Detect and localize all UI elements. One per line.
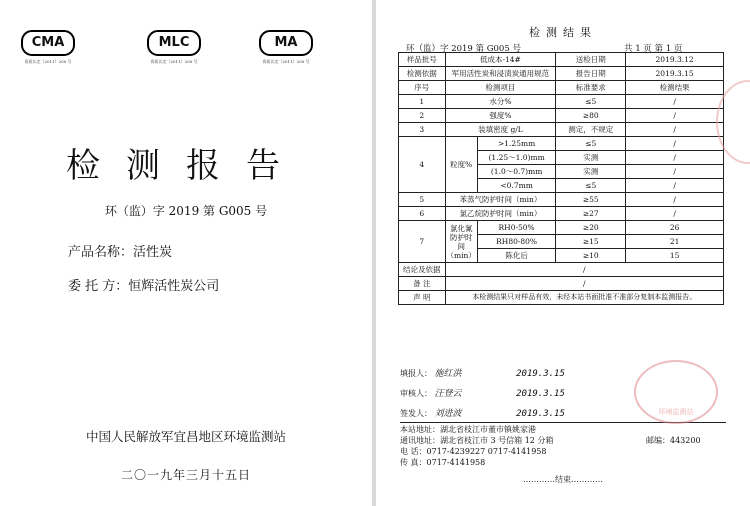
row-standard: ≥15 <box>556 235 626 249</box>
row-standard: ≥27 <box>556 207 626 221</box>
header-standard: 标准要求 <box>556 81 626 95</box>
footer-mail: 通讯地址：湖北省枝江市 3 号信箱 12 分箱 <box>400 436 554 445</box>
footer-fax: 传 真：0717-4141958 <box>400 458 486 467</box>
seal-text: 环境监测站 <box>658 408 694 416</box>
row-standard: 实测 <box>556 151 626 165</box>
row-no: 7 <box>399 221 446 263</box>
row-no: 4 <box>399 137 446 193</box>
ma-certification-mark <box>258 30 314 65</box>
end-marker: …………结束………… <box>523 475 603 484</box>
row-standard: ≤5 <box>556 179 626 193</box>
issuer-signature: 刘进波 <box>434 409 462 419</box>
header-result: 检测结果 <box>626 81 724 95</box>
header-item: 检测项目 <box>445 81 556 95</box>
remark-value: / <box>445 277 723 291</box>
product-name-value: 活性炭 <box>133 245 173 260</box>
client-label: 委 托 方： <box>68 279 129 294</box>
table-row <box>399 193 724 207</box>
statement-label: 声 明 <box>399 291 446 305</box>
row-result: 26 <box>626 221 724 235</box>
signature-reviewer <box>400 386 565 399</box>
sub-item: <0.7mm <box>477 179 555 193</box>
row-no: 2 <box>399 109 446 123</box>
cma-caption: 资质认定（2011）200 号 <box>24 59 72 64</box>
row-standard: ≥20 <box>556 221 626 235</box>
header-no: 序号 <box>399 81 446 95</box>
row-standard: ≤5 <box>556 137 626 151</box>
row-item: 水分% <box>445 95 556 109</box>
report-title: 检测报告 <box>66 146 306 186</box>
results-table <box>398 52 724 305</box>
remark-label: 备 注 <box>399 277 446 291</box>
row-no: 6 <box>399 207 446 221</box>
basis-value: 军用活性炭和浸渍炭通用规范 <box>445 67 556 81</box>
row-no: 5 <box>399 193 446 207</box>
client-value: 恒辉活性炭公司 <box>128 279 220 294</box>
row-result: / <box>626 193 724 207</box>
row-result: 21 <box>626 235 724 249</box>
mlc-logo: MLC <box>147 30 201 56</box>
cma-logo: CMA <box>21 30 75 56</box>
filler-date: 2019.3.15 <box>516 369 565 379</box>
row-result: / <box>626 165 724 179</box>
official-seal <box>634 360 718 424</box>
row-result: / <box>626 151 724 165</box>
row-result: 15 <box>626 249 724 263</box>
table-row <box>399 67 724 81</box>
sub-item: (1.25～1.0)mm <box>477 151 555 165</box>
row-result: / <box>626 179 724 193</box>
table-row <box>399 207 724 221</box>
sub-item: RH80-80% <box>477 235 555 249</box>
row-standard: ≥55 <box>556 193 626 207</box>
issuer-label: 签发人： <box>400 409 432 418</box>
ma-logo: MA <box>259 30 313 56</box>
results-title: 检测结果 <box>529 26 597 39</box>
table-row <box>399 123 724 137</box>
reviewer-label: 审核人： <box>400 389 432 398</box>
mlc-caption: 资质认定（2011）200 号 <box>150 59 198 64</box>
sub-item: RH0-50% <box>477 221 555 235</box>
cover-page <box>0 0 372 506</box>
reviewer-date: 2019.3.15 <box>516 389 565 399</box>
row-standard: ≥10 <box>556 249 626 263</box>
sub-item: 陈化后 <box>477 249 555 263</box>
row-result: / <box>626 123 724 137</box>
row-item: 氯乙烷防护时间（min） <box>445 207 556 221</box>
report-date-value: 2019.3.15 <box>626 67 724 81</box>
ma-caption: 资质认定（2011）200 号 <box>262 59 310 64</box>
receive-date-value: 2019.3.12 <box>626 53 724 67</box>
table-row <box>399 95 724 109</box>
issuing-organization: 中国人民解放军宜昌地区环境监测站 <box>85 429 286 444</box>
row-standard: ≥80 <box>556 109 626 123</box>
row-standard: 实测 <box>556 165 626 179</box>
cma-certification-mark <box>20 30 76 65</box>
filler-label: 填报人： <box>400 369 432 378</box>
row-no: 1 <box>399 95 446 109</box>
statement-text: 本检测结果只对样品有效，未经本站书面批准不准部分复制本监测报告。 <box>445 291 723 305</box>
conclusion-label: 结论及依据 <box>399 263 446 277</box>
table-row <box>399 137 724 151</box>
conclusion-value: / <box>445 263 723 277</box>
row-result: / <box>626 95 724 109</box>
signature-issuer <box>400 406 565 419</box>
table-row <box>399 263 724 277</box>
basis-label: 检测依据 <box>399 67 446 81</box>
filler-signature: 施红洪 <box>434 369 462 379</box>
row-standard: ≤5 <box>556 95 626 109</box>
row-item: 粒度% <box>445 137 477 193</box>
sub-item: (1.0～0.7)mm <box>477 165 555 179</box>
client-field <box>68 275 219 294</box>
footer-phone: 电 话：0717-4239227 0717-4141958 <box>400 447 547 456</box>
table-row <box>399 221 724 235</box>
report-date-label: 报告日期 <box>556 67 626 81</box>
product-name-field <box>68 241 172 260</box>
sub-item: >1.25mm <box>477 137 555 151</box>
end-label: 结束 <box>555 475 571 484</box>
row-result: / <box>626 137 724 151</box>
row-item: 氯化氰防护时间（min） <box>445 221 477 263</box>
row-standard: 测定，不规定 <box>556 123 626 137</box>
issuer-date: 2019.3.15 <box>516 409 565 419</box>
signature-filler <box>400 366 565 379</box>
table-row <box>399 291 724 305</box>
reviewer-signature: 汪登云 <box>434 389 462 399</box>
row-item: 装填密度 g/L <box>445 123 556 137</box>
table-row <box>399 277 724 291</box>
table-header-row <box>399 81 724 95</box>
results-page <box>376 0 750 506</box>
results-report-number: 环（监）字 2019 第 G005 号 <box>406 44 521 54</box>
sample-batch-label: 样品批号 <box>399 53 446 67</box>
footer-address: 本站地址：湖北省枝江市董市镇姚家港 <box>400 425 536 434</box>
table-row <box>399 109 724 123</box>
page-count: 共 1 页 第 1 页 <box>624 44 683 54</box>
product-name-label: 产品名称： <box>68 245 134 260</box>
mlc-certification-mark <box>146 30 202 65</box>
row-result: / <box>626 109 724 123</box>
row-result: / <box>626 207 724 221</box>
sample-batch-value: 低成本-14# <box>445 53 556 67</box>
footer-postcode: 邮编：443200 <box>646 436 701 445</box>
report-number: 环（监）字 2019 第 G005 号 <box>104 204 268 218</box>
row-no: 3 <box>399 123 446 137</box>
row-item: 强度% <box>445 109 556 123</box>
issue-date: 二〇一九年三月十五日 <box>120 468 251 482</box>
row-item: 苯蒸气防护时间（min） <box>445 193 556 207</box>
table-row <box>399 53 724 67</box>
receive-date-label: 送检日期 <box>556 53 626 67</box>
